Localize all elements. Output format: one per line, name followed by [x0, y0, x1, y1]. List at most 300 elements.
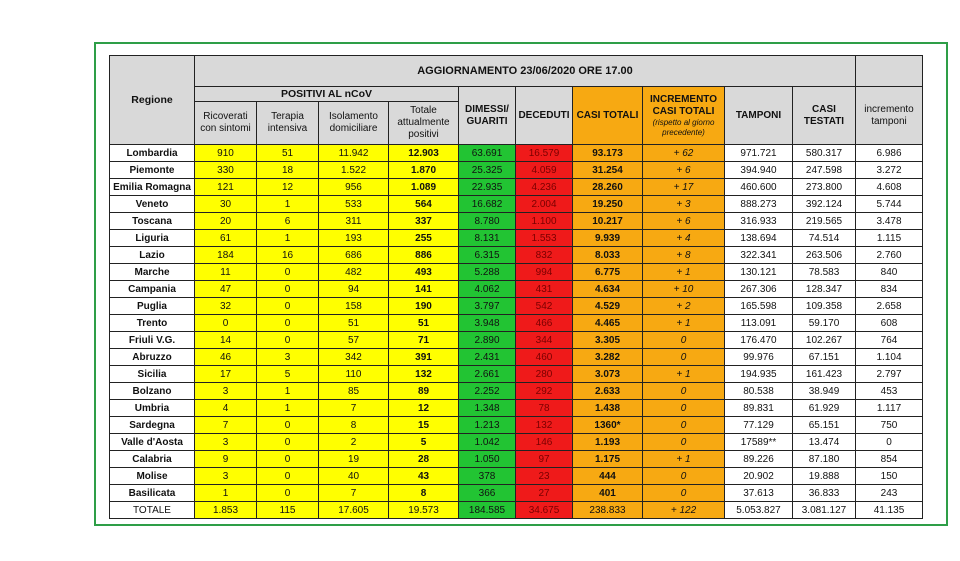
- cell-casi-totali: 3.073: [573, 366, 643, 383]
- cell-incremento: 0: [643, 400, 725, 417]
- cell-dimessi: 8.780: [459, 213, 516, 230]
- cell-ricoverati: 20: [195, 213, 257, 230]
- table-row: [110, 298, 923, 315]
- cell-regione: Abruzzo: [110, 349, 195, 366]
- cell-casi-totali: 93.173: [573, 145, 643, 162]
- cell-casi-testati: 580.317: [793, 145, 856, 162]
- cell-tamponi: 37.613: [725, 485, 793, 502]
- table-row: [110, 349, 923, 366]
- header-incremento-note: (rispetto al giorno precedente): [652, 117, 715, 137]
- cell-terapia: 1: [257, 383, 319, 400]
- cell-tamponi: 5.053.827: [725, 502, 793, 519]
- cell-dimessi: 378: [459, 468, 516, 485]
- cell-deceduti: 292: [516, 383, 573, 400]
- cell-regione: Calabria: [110, 451, 195, 468]
- cell-incremento: 0: [643, 434, 725, 451]
- cell-regione: Bolzano: [110, 383, 195, 400]
- cell-ricoverati: 14: [195, 332, 257, 349]
- cell-totale-positivi: 5: [389, 434, 459, 451]
- cell-dimessi: 2.431: [459, 349, 516, 366]
- header-totale-positivi: Totale attualmente positivi: [389, 102, 459, 145]
- cell-ricoverati: 184: [195, 247, 257, 264]
- cell-casi-totali: 4.465: [573, 315, 643, 332]
- cell-totale-positivi: 1.089: [389, 179, 459, 196]
- cell-tamponi: 971.721: [725, 145, 793, 162]
- cell-terapia: 0: [257, 264, 319, 281]
- cell-incremento: 0: [643, 383, 725, 400]
- cell-ricoverati: 1.853: [195, 502, 257, 519]
- cell-incremento-tamponi: 834: [856, 281, 923, 298]
- cell-incremento: + 1: [643, 451, 725, 468]
- cell-totale-positivi: 43: [389, 468, 459, 485]
- header-isolamento: Isolamento domiciliare: [319, 102, 389, 145]
- cell-regione: Sardegna: [110, 417, 195, 434]
- cell-regione: Valle d'Aosta: [110, 434, 195, 451]
- table-row: [110, 230, 923, 247]
- cell-terapia: 115: [257, 502, 319, 519]
- cell-isolamento: 1.522: [319, 162, 389, 179]
- cell-regione: Umbria: [110, 400, 195, 417]
- cell-regione: Trento: [110, 315, 195, 332]
- cell-casi-testati: 161.423: [793, 366, 856, 383]
- header-casi-totali: CASI TOTALI: [573, 87, 643, 145]
- cell-incremento-tamponi: 1.117: [856, 400, 923, 417]
- cell-dimessi: 1.050: [459, 451, 516, 468]
- cell-casi-testati: 74.514: [793, 230, 856, 247]
- cell-totale-positivi: 71: [389, 332, 459, 349]
- cell-incremento: + 1: [643, 366, 725, 383]
- cell-isolamento: 17.605: [319, 502, 389, 519]
- cell-tamponi: 267.306: [725, 281, 793, 298]
- cell-dimessi: 1.042: [459, 434, 516, 451]
- header-positivi: POSITIVI AL nCoV: [195, 87, 459, 102]
- cell-incremento-tamponi: 6.986: [856, 145, 923, 162]
- table-row: [110, 179, 923, 196]
- cell-dimessi: 2.661: [459, 366, 516, 383]
- cell-casi-testati: 273.800: [793, 179, 856, 196]
- cell-casi-totali: 10.217: [573, 213, 643, 230]
- cell-dimessi: 2.252: [459, 383, 516, 400]
- cell-totale-positivi: 337: [389, 213, 459, 230]
- cell-dimessi: 2.890: [459, 332, 516, 349]
- header-incremento-label: INCREMENTO CASI TOTALI: [649, 93, 718, 117]
- cell-casi-testati: 65.151: [793, 417, 856, 434]
- cell-terapia: 0: [257, 315, 319, 332]
- cell-dimessi: 366: [459, 485, 516, 502]
- cell-ricoverati: 4: [195, 400, 257, 417]
- cell-casi-totali: 3.282: [573, 349, 643, 366]
- cell-casi-testati: 13.474: [793, 434, 856, 451]
- cell-ricoverati: 330: [195, 162, 257, 179]
- cell-regione: Veneto: [110, 196, 195, 213]
- cell-incremento: 0: [643, 485, 725, 502]
- cell-casi-totali: 8.033: [573, 247, 643, 264]
- table-row: [110, 383, 923, 400]
- cell-incremento: + 10: [643, 281, 725, 298]
- cell-totale-positivi: 493: [389, 264, 459, 281]
- cell-isolamento: 956: [319, 179, 389, 196]
- cell-casi-testati: 102.267: [793, 332, 856, 349]
- cell-incremento-tamponi: 2.760: [856, 247, 923, 264]
- cell-terapia: 0: [257, 434, 319, 451]
- cell-casi-totali: 31.254: [573, 162, 643, 179]
- cell-isolamento: 342: [319, 349, 389, 366]
- cell-incremento: + 6: [643, 213, 725, 230]
- cell-incremento: 0: [643, 468, 725, 485]
- cell-dimessi: 3.797: [459, 298, 516, 315]
- table-row: [110, 315, 923, 332]
- cell-terapia: 0: [257, 485, 319, 502]
- cell-ricoverati: 46: [195, 349, 257, 366]
- cell-totale-positivi: 12: [389, 400, 459, 417]
- cell-isolamento: 7: [319, 400, 389, 417]
- table-row: [110, 451, 923, 468]
- cell-incremento-tamponi: 2.797: [856, 366, 923, 383]
- cell-dimessi: 5.288: [459, 264, 516, 281]
- cell-incremento-tamponi: 854: [856, 451, 923, 468]
- cell-dimessi: 25.325: [459, 162, 516, 179]
- cell-dimessi: 16.682: [459, 196, 516, 213]
- cell-casi-testati: 59.170: [793, 315, 856, 332]
- cell-incremento-tamponi: 243: [856, 485, 923, 502]
- cell-tamponi: 99.976: [725, 349, 793, 366]
- cell-ricoverati: 3: [195, 383, 257, 400]
- cell-totale-positivi: 28: [389, 451, 459, 468]
- table-row: [110, 145, 923, 162]
- cell-isolamento: 2: [319, 434, 389, 451]
- cell-incremento: + 8: [643, 247, 725, 264]
- table-row: [110, 332, 923, 349]
- cell-ricoverati: 3: [195, 434, 257, 451]
- cell-totale-positivi: 1.870: [389, 162, 459, 179]
- cell-terapia: 3: [257, 349, 319, 366]
- table-row: [110, 247, 923, 264]
- cell-incremento-tamponi: 150: [856, 468, 923, 485]
- cell-incremento: + 122: [643, 502, 725, 519]
- cell-terapia: 6: [257, 213, 319, 230]
- cell-totale-positivi: 19.573: [389, 502, 459, 519]
- cell-incremento: + 4: [643, 230, 725, 247]
- cell-incremento-tamponi: 608: [856, 315, 923, 332]
- page-title: AGGIORNAMENTO 23/06/2020 ORE 17.00: [195, 56, 856, 87]
- cell-casi-totali: 1.193: [573, 434, 643, 451]
- cell-isolamento: 7: [319, 485, 389, 502]
- cell-deceduti: 431: [516, 281, 573, 298]
- cell-incremento-tamponi: 4.608: [856, 179, 923, 196]
- cell-totale-positivi: 564: [389, 196, 459, 213]
- header-incremento-tamponi: incremento tamponi: [856, 87, 923, 145]
- table-row: [110, 400, 923, 417]
- cell-isolamento: 533: [319, 196, 389, 213]
- cell-deceduti: 4.059: [516, 162, 573, 179]
- cell-casi-testati: 247.598: [793, 162, 856, 179]
- cell-regione: Molise: [110, 468, 195, 485]
- cell-ricoverati: 7: [195, 417, 257, 434]
- cell-regione: Toscana: [110, 213, 195, 230]
- cell-deceduti: 78: [516, 400, 573, 417]
- cell-incremento-tamponi: 41.135: [856, 502, 923, 519]
- cell-casi-totali: 28.260: [573, 179, 643, 196]
- cell-casi-totali: 19.250: [573, 196, 643, 213]
- cell-dimessi: 1.213: [459, 417, 516, 434]
- table-row: [110, 213, 923, 230]
- cell-totale-positivi: 51: [389, 315, 459, 332]
- cell-regione: Puglia: [110, 298, 195, 315]
- cell-incremento-tamponi: 750: [856, 417, 923, 434]
- cell-ricoverati: 9: [195, 451, 257, 468]
- cell-incremento: + 1: [643, 264, 725, 281]
- cell-casi-totali: 6.775: [573, 264, 643, 281]
- cell-deceduti: 16.579: [516, 145, 573, 162]
- cell-tamponi: 194.935: [725, 366, 793, 383]
- cell-terapia: 12: [257, 179, 319, 196]
- cell-incremento-tamponi: 840: [856, 264, 923, 281]
- cell-tamponi: 322.341: [725, 247, 793, 264]
- cell-incremento-tamponi: 1.115: [856, 230, 923, 247]
- cell-regione: Sicilia: [110, 366, 195, 383]
- cell-casi-testati: 36.833: [793, 485, 856, 502]
- cell-dimessi: 1.348: [459, 400, 516, 417]
- cell-deceduti: 460: [516, 349, 573, 366]
- cell-isolamento: 19: [319, 451, 389, 468]
- cell-incremento-tamponi: 3.272: [856, 162, 923, 179]
- cell-regione: Friuli V.G.: [110, 332, 195, 349]
- cell-isolamento: 51: [319, 315, 389, 332]
- cell-deceduti: 146: [516, 434, 573, 451]
- cell-tamponi: 89.831: [725, 400, 793, 417]
- cell-deceduti: 1.100: [516, 213, 573, 230]
- cell-casi-testati: 109.358: [793, 298, 856, 315]
- cell-tamponi: 165.598: [725, 298, 793, 315]
- header-spacer: [856, 56, 923, 87]
- cell-terapia: 0: [257, 468, 319, 485]
- cell-totale-positivi: 886: [389, 247, 459, 264]
- cell-dimessi: 6.315: [459, 247, 516, 264]
- cell-totale-positivi: 141: [389, 281, 459, 298]
- cell-casi-testati: 38.949: [793, 383, 856, 400]
- cell-casi-totali: 444: [573, 468, 643, 485]
- header-ricoverati: Ricoverati con sintomi: [195, 102, 257, 145]
- cell-incremento: + 1: [643, 315, 725, 332]
- cell-deceduti: 2.004: [516, 196, 573, 213]
- cell-isolamento: 8: [319, 417, 389, 434]
- cell-terapia: 5: [257, 366, 319, 383]
- cell-ricoverati: 11: [195, 264, 257, 281]
- cell-deceduti: 466: [516, 315, 573, 332]
- header-deceduti: DECEDUTI: [516, 87, 573, 145]
- cell-deceduti: 27: [516, 485, 573, 502]
- header-incremento: [643, 87, 725, 145]
- cell-isolamento: 686: [319, 247, 389, 264]
- cell-incremento: 0: [643, 349, 725, 366]
- cell-dimessi: 4.062: [459, 281, 516, 298]
- cell-isolamento: 482: [319, 264, 389, 281]
- cell-ricoverati: 32: [195, 298, 257, 315]
- cell-incremento-tamponi: 764: [856, 332, 923, 349]
- cell-totale-positivi: 190: [389, 298, 459, 315]
- cell-incremento: + 62: [643, 145, 725, 162]
- cell-tamponi: 20.902: [725, 468, 793, 485]
- cell-regione: Lazio: [110, 247, 195, 264]
- cell-casi-testati: 78.583: [793, 264, 856, 281]
- cell-dimessi: 22.935: [459, 179, 516, 196]
- cell-ricoverati: 17: [195, 366, 257, 383]
- cell-tamponi: 138.694: [725, 230, 793, 247]
- cell-deceduti: 97: [516, 451, 573, 468]
- cell-deceduti: 23: [516, 468, 573, 485]
- cell-terapia: 0: [257, 451, 319, 468]
- cell-terapia: 0: [257, 281, 319, 298]
- cell-incremento: + 3: [643, 196, 725, 213]
- cell-totale-positivi: 12.903: [389, 145, 459, 162]
- cell-tamponi: 130.121: [725, 264, 793, 281]
- cell-tamponi: 113.091: [725, 315, 793, 332]
- cell-tamponi: 80.538: [725, 383, 793, 400]
- header-terapia: Terapia intensiva: [257, 102, 319, 145]
- cell-casi-totali: 1.175: [573, 451, 643, 468]
- table-body: [110, 145, 923, 519]
- cell-incremento-tamponi: 3.478: [856, 213, 923, 230]
- cell-deceduti: 132: [516, 417, 573, 434]
- cell-dimessi: 8.131: [459, 230, 516, 247]
- cell-incremento-tamponi: 1.104: [856, 349, 923, 366]
- cell-isolamento: 94: [319, 281, 389, 298]
- table-row: [110, 468, 923, 485]
- cell-ricoverati: 61: [195, 230, 257, 247]
- cell-tamponi: 17589**: [725, 434, 793, 451]
- cell-isolamento: 57: [319, 332, 389, 349]
- cell-casi-totali: 1360*: [573, 417, 643, 434]
- cell-terapia: 51: [257, 145, 319, 162]
- cell-casi-testati: 87.180: [793, 451, 856, 468]
- cell-tamponi: 316.933: [725, 213, 793, 230]
- cell-ricoverati: 47: [195, 281, 257, 298]
- cell-isolamento: 158: [319, 298, 389, 315]
- table-row: [110, 366, 923, 383]
- cell-tamponi: 460.600: [725, 179, 793, 196]
- cell-dimessi: 63.691: [459, 145, 516, 162]
- cell-tamponi: 176.470: [725, 332, 793, 349]
- cell-deceduti: 542: [516, 298, 573, 315]
- cell-casi-testati: 128.347: [793, 281, 856, 298]
- cell-incremento: + 2: [643, 298, 725, 315]
- cell-casi-totali: 401: [573, 485, 643, 502]
- cell-casi-testati: 3.081.127: [793, 502, 856, 519]
- cell-regione: Piemonte: [110, 162, 195, 179]
- cell-tamponi: 77.129: [725, 417, 793, 434]
- cell-totale-positivi: 89: [389, 383, 459, 400]
- table-row: [110, 434, 923, 451]
- table-row: [110, 162, 923, 179]
- cell-casi-testati: 392.124: [793, 196, 856, 213]
- cell-deceduti: 1.553: [516, 230, 573, 247]
- cell-dimessi: 3.948: [459, 315, 516, 332]
- cell-casi-testati: 61.929: [793, 400, 856, 417]
- table-row: [110, 485, 923, 502]
- cell-terapia: 16: [257, 247, 319, 264]
- cell-deceduti: 832: [516, 247, 573, 264]
- cell-terapia: 1: [257, 400, 319, 417]
- cell-isolamento: 85: [319, 383, 389, 400]
- cell-regione: Lombardia: [110, 145, 195, 162]
- cell-casi-totali: 1.438: [573, 400, 643, 417]
- cell-totale-positivi: 8: [389, 485, 459, 502]
- covid-data-table: [109, 55, 923, 519]
- cell-casi-testati: 67.151: [793, 349, 856, 366]
- table-row: [110, 264, 923, 281]
- cell-deceduti: 34.675: [516, 502, 573, 519]
- cell-regione: TOTALE: [110, 502, 195, 519]
- cell-casi-totali: 4.634: [573, 281, 643, 298]
- cell-isolamento: 40: [319, 468, 389, 485]
- cell-regione: Emilia Romagna: [110, 179, 195, 196]
- cell-totale-positivi: 15: [389, 417, 459, 434]
- cell-incremento: + 17: [643, 179, 725, 196]
- cell-tamponi: 888.273: [725, 196, 793, 213]
- cell-ricoverati: 121: [195, 179, 257, 196]
- cell-terapia: 1: [257, 230, 319, 247]
- table-row: [110, 417, 923, 434]
- table-frame: [94, 42, 948, 526]
- cell-incremento-tamponi: 5.744: [856, 196, 923, 213]
- cell-casi-testati: 19.888: [793, 468, 856, 485]
- cell-terapia: 18: [257, 162, 319, 179]
- cell-casi-totali: 2.633: [573, 383, 643, 400]
- cell-dimessi: 184.585: [459, 502, 516, 519]
- cell-ricoverati: 910: [195, 145, 257, 162]
- cell-ricoverati: 30: [195, 196, 257, 213]
- cell-casi-totali: 3.305: [573, 332, 643, 349]
- cell-casi-testati: 263.506: [793, 247, 856, 264]
- cell-casi-totali: 4.529: [573, 298, 643, 315]
- cell-terapia: 0: [257, 417, 319, 434]
- cell-deceduti: 994: [516, 264, 573, 281]
- cell-tamponi: 394.940: [725, 162, 793, 179]
- cell-ricoverati: 3: [195, 468, 257, 485]
- cell-deceduti: 4.236: [516, 179, 573, 196]
- cell-regione: Liguria: [110, 230, 195, 247]
- cell-incremento: 0: [643, 332, 725, 349]
- table-row: [110, 281, 923, 298]
- cell-terapia: 0: [257, 332, 319, 349]
- cell-totale-positivi: 132: [389, 366, 459, 383]
- cell-deceduti: 280: [516, 366, 573, 383]
- header-regione: Regione: [110, 56, 195, 145]
- cell-regione: Marche: [110, 264, 195, 281]
- cell-ricoverati: 1: [195, 485, 257, 502]
- cell-isolamento: 11.942: [319, 145, 389, 162]
- table-row: [110, 196, 923, 213]
- cell-incremento: + 6: [643, 162, 725, 179]
- cell-incremento-tamponi: 2.658: [856, 298, 923, 315]
- cell-totale-positivi: 391: [389, 349, 459, 366]
- header-tamponi: TAMPONI: [725, 87, 793, 145]
- cell-tamponi: 89.226: [725, 451, 793, 468]
- cell-terapia: 1: [257, 196, 319, 213]
- cell-ricoverati: 0: [195, 315, 257, 332]
- cell-regione: Campania: [110, 281, 195, 298]
- cell-casi-totali: 238.833: [573, 502, 643, 519]
- cell-casi-totali: 9.939: [573, 230, 643, 247]
- total-row: [110, 502, 923, 519]
- cell-incremento-tamponi: 0: [856, 434, 923, 451]
- header-casi-testati: CASI TESTATI: [793, 87, 856, 145]
- cell-regione: Basilicata: [110, 485, 195, 502]
- cell-deceduti: 344: [516, 332, 573, 349]
- cell-totale-positivi: 255: [389, 230, 459, 247]
- cell-incremento: 0: [643, 417, 725, 434]
- cell-casi-testati: 219.565: [793, 213, 856, 230]
